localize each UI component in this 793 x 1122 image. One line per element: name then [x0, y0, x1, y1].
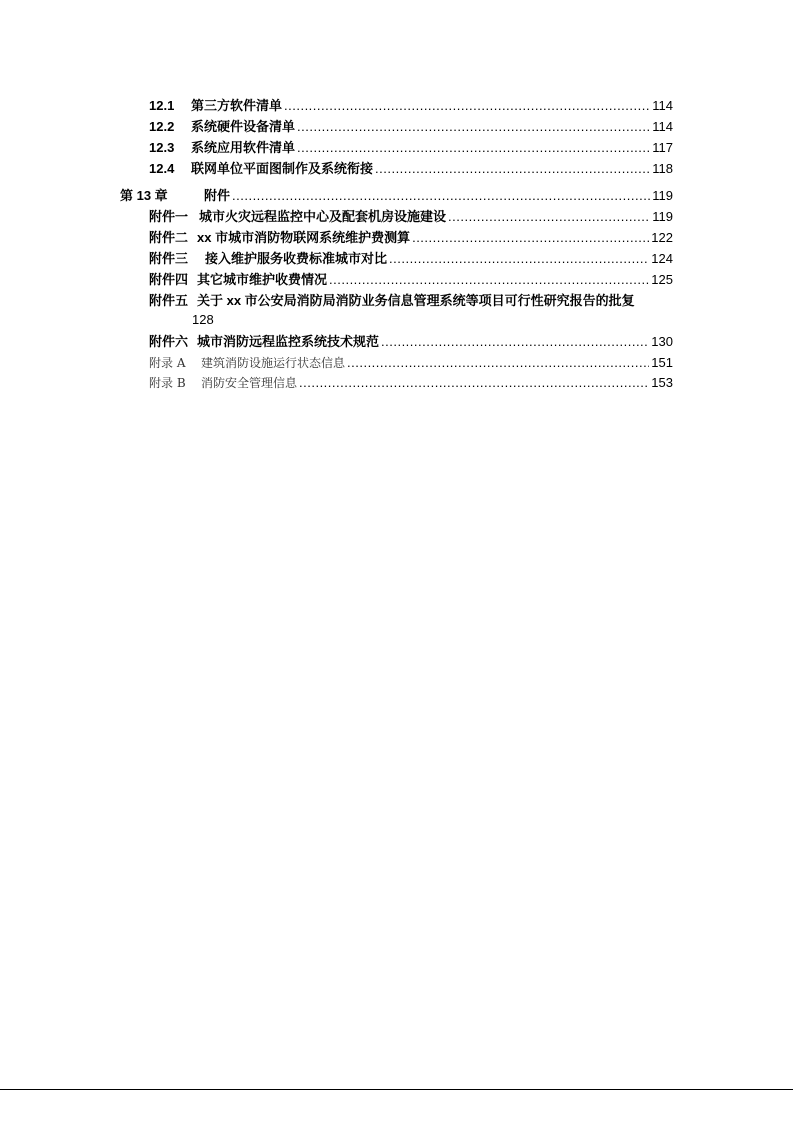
- toc-chapter-number: 第 13 章: [120, 188, 168, 203]
- toc-entry-number: 12.2: [149, 119, 175, 134]
- toc-entry-page: 119: [652, 188, 673, 203]
- toc-entry-page: 130: [651, 334, 673, 349]
- toc-entry-number: 附录 A: [149, 356, 186, 370]
- toc-entry-title: 联网单位平面图制作及系统衔接: [191, 161, 374, 176]
- toc-entry-title: 城市火灾远程监控中心及配套机房设施建设: [199, 209, 447, 224]
- page-bottom-divider: [0, 1089, 793, 1090]
- toc-entry-page: 114: [652, 98, 673, 113]
- dot-leader: [299, 375, 649, 391]
- toc-entry-number: 附件六: [149, 334, 189, 349]
- toc-entry-number: 12.1: [149, 98, 175, 113]
- toc-entry-title: 消防安全管理信息: [201, 376, 298, 390]
- toc-entry-page: 114: [652, 119, 673, 134]
- toc-entry-appendix-4[interactable]: [149, 272, 673, 288]
- toc-entry-title: 附件: [204, 188, 231, 203]
- dot-leader: [375, 161, 650, 177]
- toc-entry-page: 122: [651, 230, 673, 245]
- dot-leader: [297, 140, 650, 156]
- toc-entry-number: 附件四: [149, 272, 189, 287]
- toc-entry-12-4[interactable]: [149, 161, 673, 177]
- toc-entry-12-1[interactable]: [149, 98, 673, 114]
- toc-entry-number: 附件二: [149, 230, 189, 245]
- dot-leader: [381, 334, 649, 350]
- toc-entry-title: 系统硬件设备清单: [191, 119, 296, 134]
- toc-entry-appendix-3[interactable]: [149, 251, 673, 267]
- toc-entry-12-2[interactable]: [149, 119, 673, 135]
- toc-entry-12-3[interactable]: [149, 140, 673, 156]
- dot-leader: [284, 98, 650, 114]
- toc-entry-title: 其它城市维护收费情况: [197, 272, 328, 287]
- toc-entry-number: 附件一: [149, 209, 189, 224]
- toc-entry-title: 关于 xx 市公安局消防局消防业务信息管理系统等项目可行性研究报告的批复: [197, 293, 635, 308]
- toc-entry-page: 125: [651, 272, 673, 287]
- toc-entry-page: 151: [651, 355, 673, 370]
- toc-entry-title: 系统应用软件清单: [191, 140, 296, 155]
- toc-entry-title: 城市消防远程监控系统技术规范: [197, 334, 380, 349]
- dot-leader: [389, 251, 649, 267]
- toc-entry-chapter-13[interactable]: [120, 188, 673, 204]
- toc-entry-number: 附件五: [149, 293, 189, 308]
- dot-leader: [347, 355, 649, 371]
- toc-entry-page: 118: [652, 161, 673, 176]
- toc-entry-page: 124: [651, 251, 673, 266]
- toc-entry-page: 119: [652, 209, 673, 224]
- toc-entry-appendix-2[interactable]: [149, 230, 673, 246]
- toc-entry-number: 12.4: [149, 161, 175, 176]
- toc-entry-annex-b[interactable]: [149, 375, 673, 391]
- toc-entry-page: 117: [652, 140, 673, 155]
- toc-entry-appendix-5[interactable]: [149, 293, 673, 329]
- toc-entry-title: 接入维护服务收费标准城市对比: [205, 251, 388, 266]
- dot-leader: [412, 230, 649, 246]
- toc-entry-page: 153: [651, 375, 673, 390]
- dot-leader: [297, 119, 650, 135]
- toc-entry-appendix-6[interactable]: [149, 334, 673, 350]
- toc-entry-number: 附件三: [149, 251, 189, 266]
- toc-entry-title: 建筑消防设施运行状态信息: [201, 356, 346, 370]
- toc-entry-number: 12.3: [149, 140, 175, 155]
- dot-leader: [232, 188, 650, 204]
- toc-entry-title: xx 市城市消防物联网系统维护费测算: [197, 230, 411, 245]
- toc-entry-title: 第三方软件清单: [191, 98, 283, 113]
- toc-entry-annex-a[interactable]: [149, 355, 673, 371]
- dot-leader: [448, 209, 650, 225]
- toc-entry-appendix-1[interactable]: [149, 209, 673, 225]
- toc-entry-page: 128: [192, 312, 214, 327]
- dot-leader: [329, 272, 649, 288]
- toc-entry-number: 附录 B: [149, 376, 186, 390]
